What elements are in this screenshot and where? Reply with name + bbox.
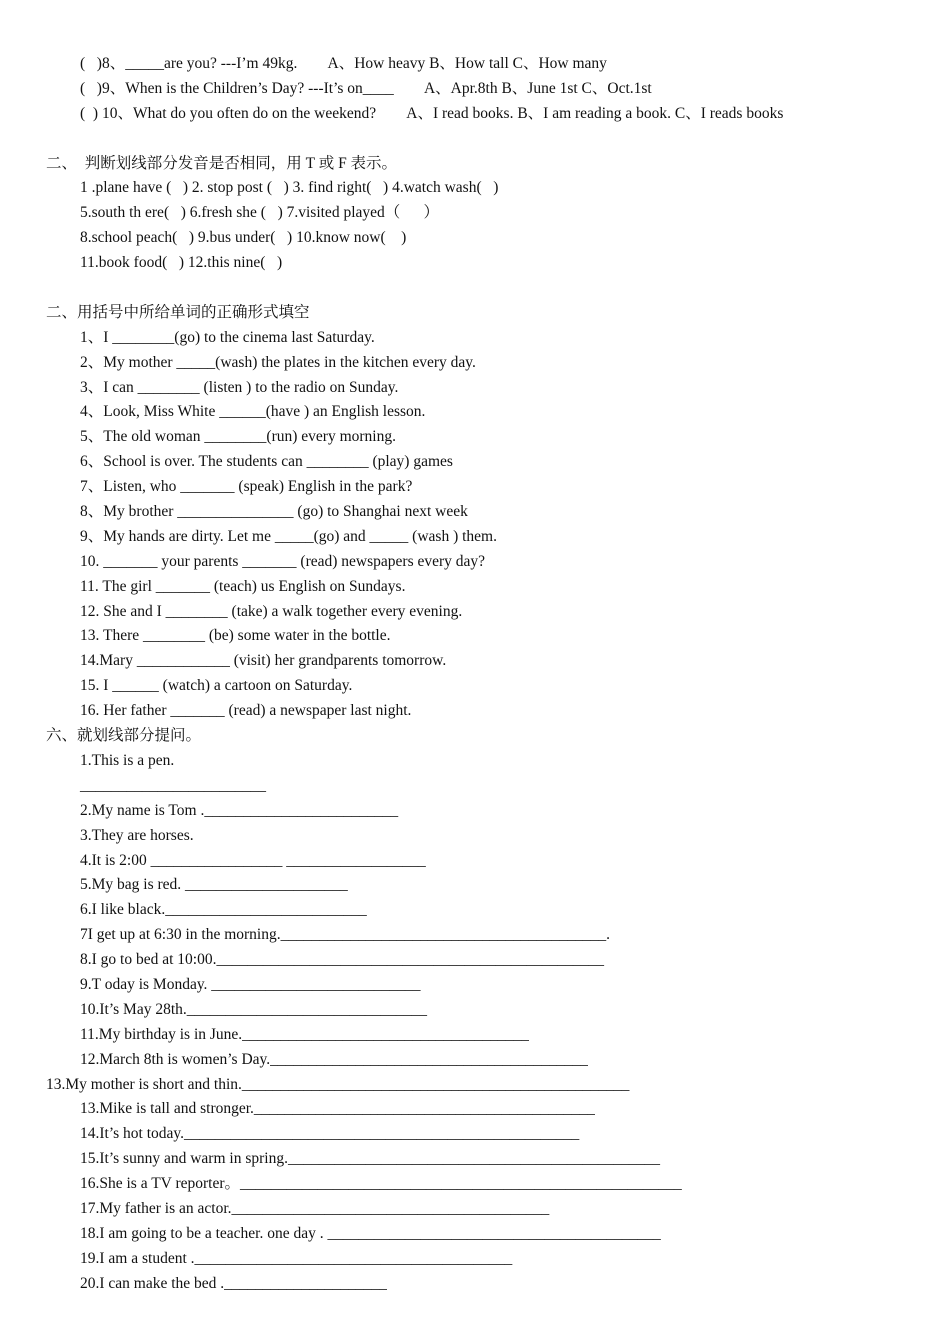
question-item: 14.It’s hot today.___________________________________________________: [80, 1125, 580, 1143]
question-section-heading: 六、就划线部分提问。: [46, 727, 202, 745]
question-item: 4.It is 2:00 _________________ __________________: [80, 851, 426, 869]
verb-item: 14.Mary ____________ (visit) her grandparents tomorrow.: [80, 652, 447, 670]
verb-item: 11. The girl _______ (teach) us English on Sundays.: [80, 577, 406, 595]
phonics-row: 8.school peach( ) 9.bus under( ) 10.know now( ): [80, 229, 407, 247]
question-item: 18.I am going to be a teacher. one day . ___________________________________________: [80, 1224, 661, 1242]
mc-question-9: ( )9、When is the Children’s Day? ---It’s on____ A、Apr.8th B、June 1st C、Oct.1st: [80, 79, 652, 97]
question-item: 2.My name is Tom ._________________________: [80, 801, 399, 819]
question-item: 13.Mike is tall and stronger.____________________________________________: [80, 1100, 595, 1118]
verb-item: 13. There ________ (be) some water in the bottle.: [80, 627, 391, 645]
question-item: 3.They are horses.: [80, 826, 194, 844]
verb-item: 7、Listen, who _______ (speak) English in the park?: [80, 478, 413, 496]
question-item: 13.My mother is short and thin.__________________________________________________: [46, 1075, 630, 1093]
question-item: 6.I like black.__________________________: [80, 901, 367, 919]
verb-item: 12. She and I ________ (take) a walk together every evening.: [80, 602, 463, 620]
verb-item: 6、School is over. The students can ________ (play) games: [80, 453, 453, 471]
question-item: 5.My bag is red. _____________________: [80, 876, 348, 894]
mc-question-8: ( )8、_____are you? ---I’m 49kg. A、How heavy B、How tall C、How many: [80, 55, 607, 72]
worksheet-page: [0, 52, 950, 1297]
verb-item: 3、I can ________ (listen ) to the radio on Sunday.: [80, 378, 399, 396]
phonics-section-heading: 二、 判断划线部分发音是否相同，用 T 或 F 表示。: [46, 154, 398, 172]
phonics-row: 5.south th ere( ) 6.fresh she ( ) 7.visited played（ ）: [80, 204, 440, 222]
verb-item: 16. Her father _______ (read) a newspaper last night.: [80, 702, 412, 720]
verb-item: 8、My brother _______________ (go) to Shanghai next week: [80, 503, 468, 521]
verb-item: 15. I ______ (watch) a cartoon on Saturday.: [80, 677, 353, 695]
question-item: 17.My father is an actor._________________________________________: [80, 1199, 550, 1217]
mc-question-10: ( ) 10、What do you often do on the weekend? A、I read books. B、I am reading a book. C、I reads books: [80, 104, 784, 122]
question-item: 20.I can make the bed ._____________________: [80, 1274, 387, 1292]
spacer: [0, 276, 950, 301]
question-item: 8.I go to bed at 10:00.__________________________________________________: [80, 951, 604, 969]
verb-item: 1、I ________(go) to the cinema last Saturday.: [80, 328, 375, 346]
question-item: 9.T oday is Monday. ___________________________: [80, 975, 421, 993]
verb-item: 2、My mother _____(wash) the plates in the kitchen every day.: [80, 353, 476, 371]
phonics-row: 1 .plane have ( ) 2. stop post ( ) 3. find right( ) 4.watch wash( ): [80, 179, 499, 197]
question-item: 1.This is a pen.: [80, 751, 175, 769]
question-item: 10.It’s May 28th._______________________________: [80, 1000, 428, 1018]
question-item: 15.It’s sunny and warm in spring.________________________________________________: [80, 1150, 660, 1168]
question-item: 7I get up at 6:30 in the morning.__________________________________________.: [80, 926, 610, 944]
verb-item: 5、The old woman ________(run) every morning.: [80, 428, 396, 446]
verb-item: 10. _______ your parents _______ (read) newspapers every day?: [80, 552, 486, 570]
question-item: 11.My birthday is in June._____________________________________: [80, 1025, 529, 1043]
question-item: 19.I am a student ._________________________________________: [80, 1249, 513, 1267]
spacer: [0, 127, 950, 152]
verb-section-heading: 二、用括号中所给单词的正确形式填空: [46, 303, 310, 321]
verb-item: 9、My hands are dirty. Let me _____(go) and _____ (wash ) them.: [80, 527, 497, 545]
verb-item: 4、Look, Miss White ______(have ) an English lesson.: [80, 403, 426, 421]
question-item: 12.March 8th is women’s Day._________________________________________: [80, 1050, 588, 1068]
answer-blank: ________________________: [80, 776, 266, 794]
question-item: 16.She is a TV reporter。_________________________________________________________: [80, 1175, 682, 1193]
phonics-row: 11.book food( ) 12.this nine( ): [80, 254, 283, 272]
